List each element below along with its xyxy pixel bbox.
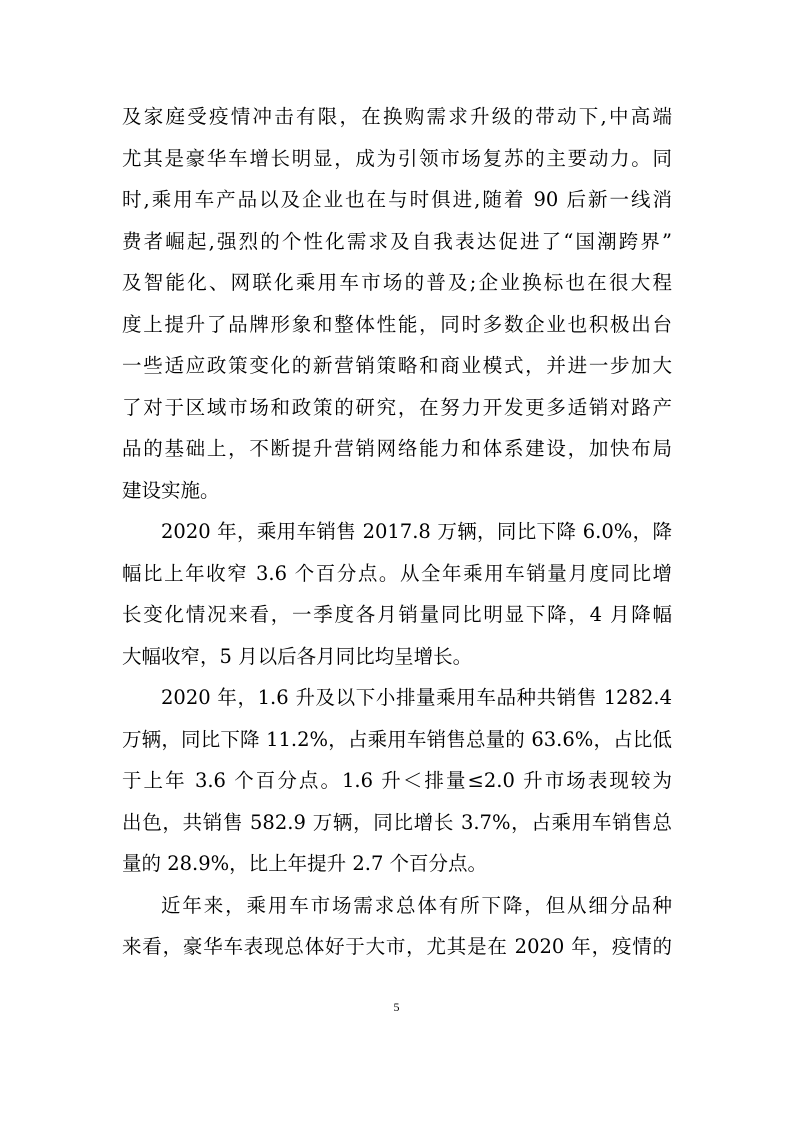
text-line: 万辆，同比下降 11.2%，占乘用车销售总量的 63.6%，占比低: [122, 727, 672, 751]
text-line: 品的基础上，不断提升营销网络能力和体系建设，加快布局: [122, 437, 672, 460]
text-line: 费者崛起,强烈的个性化需求及自我表达促进了“国潮跨界”: [122, 229, 672, 253]
text-line: 尤其是豪华车增长明显，成为引领市场复苏的主要动力。同: [122, 146, 672, 170]
text-line: 量的 28.9%，比上年提升 2.7 个百分点。: [122, 852, 488, 875]
text-line: 了对于区域市场和政策的研究，在努力开发更多适销对路产: [122, 395, 672, 419]
text-line: 大幅收窄，5 月以后各月同比均呈增长。: [122, 644, 473, 668]
text-line: 建设实施。: [122, 478, 220, 502]
text-line: 及智能化、网联化乘用车市场的普及;企业换标也在很大程: [122, 271, 672, 294]
text-line: 2020 年，1.6 升及以下小排量乘用车品种共销售 1282.4: [161, 686, 672, 709]
paragraph-3: [122, 677, 672, 885]
paragraph-2: [122, 511, 672, 677]
text-line: 出色，共销售 582.9 万辆，同比增长 3.7%，占乘用车销售总: [122, 810, 672, 834]
text-line: 幅比上年收窄 3.6 个百分点。从全年乘用车销量月度同比增: [122, 561, 672, 585]
paragraph-1: [122, 96, 672, 511]
text-line: 于上年 3.6 个百分点。1.6 升＜排量≤2.0 升市场表现较为: [122, 769, 672, 792]
text-line: 一些适应政策变化的新营销策略和商业模式，并进一步加大: [122, 354, 672, 377]
text-line: 来看，豪华车表现总体好于大市，尤其是在 2020 年，疫情的: [122, 935, 672, 958]
text-line: 时,乘用车产品以及企业也在与时俱进,随着 90 后新一线消: [122, 188, 672, 211]
text-line: 度上提升了品牌形象和整体性能，同时多数企业也积极出台: [122, 312, 672, 336]
text-line: 近年来，乘用车市场需求总体有所下降，但从细分品种: [161, 893, 672, 917]
text-line: 长变化情况来看，一季度各月销量同比明显下降，4 月降幅: [122, 603, 672, 626]
paragraph-4: [122, 885, 672, 968]
text-line: 2020 年，乘用车销售 2017.8 万辆，同比下降 6.0%，降: [161, 520, 672, 543]
text-line: 及家庭受疫情冲击有限，在换购需求升级的带动下,中高端: [122, 105, 672, 128]
document-body: [122, 96, 672, 968]
page-number: 5: [393, 1000, 400, 1014]
